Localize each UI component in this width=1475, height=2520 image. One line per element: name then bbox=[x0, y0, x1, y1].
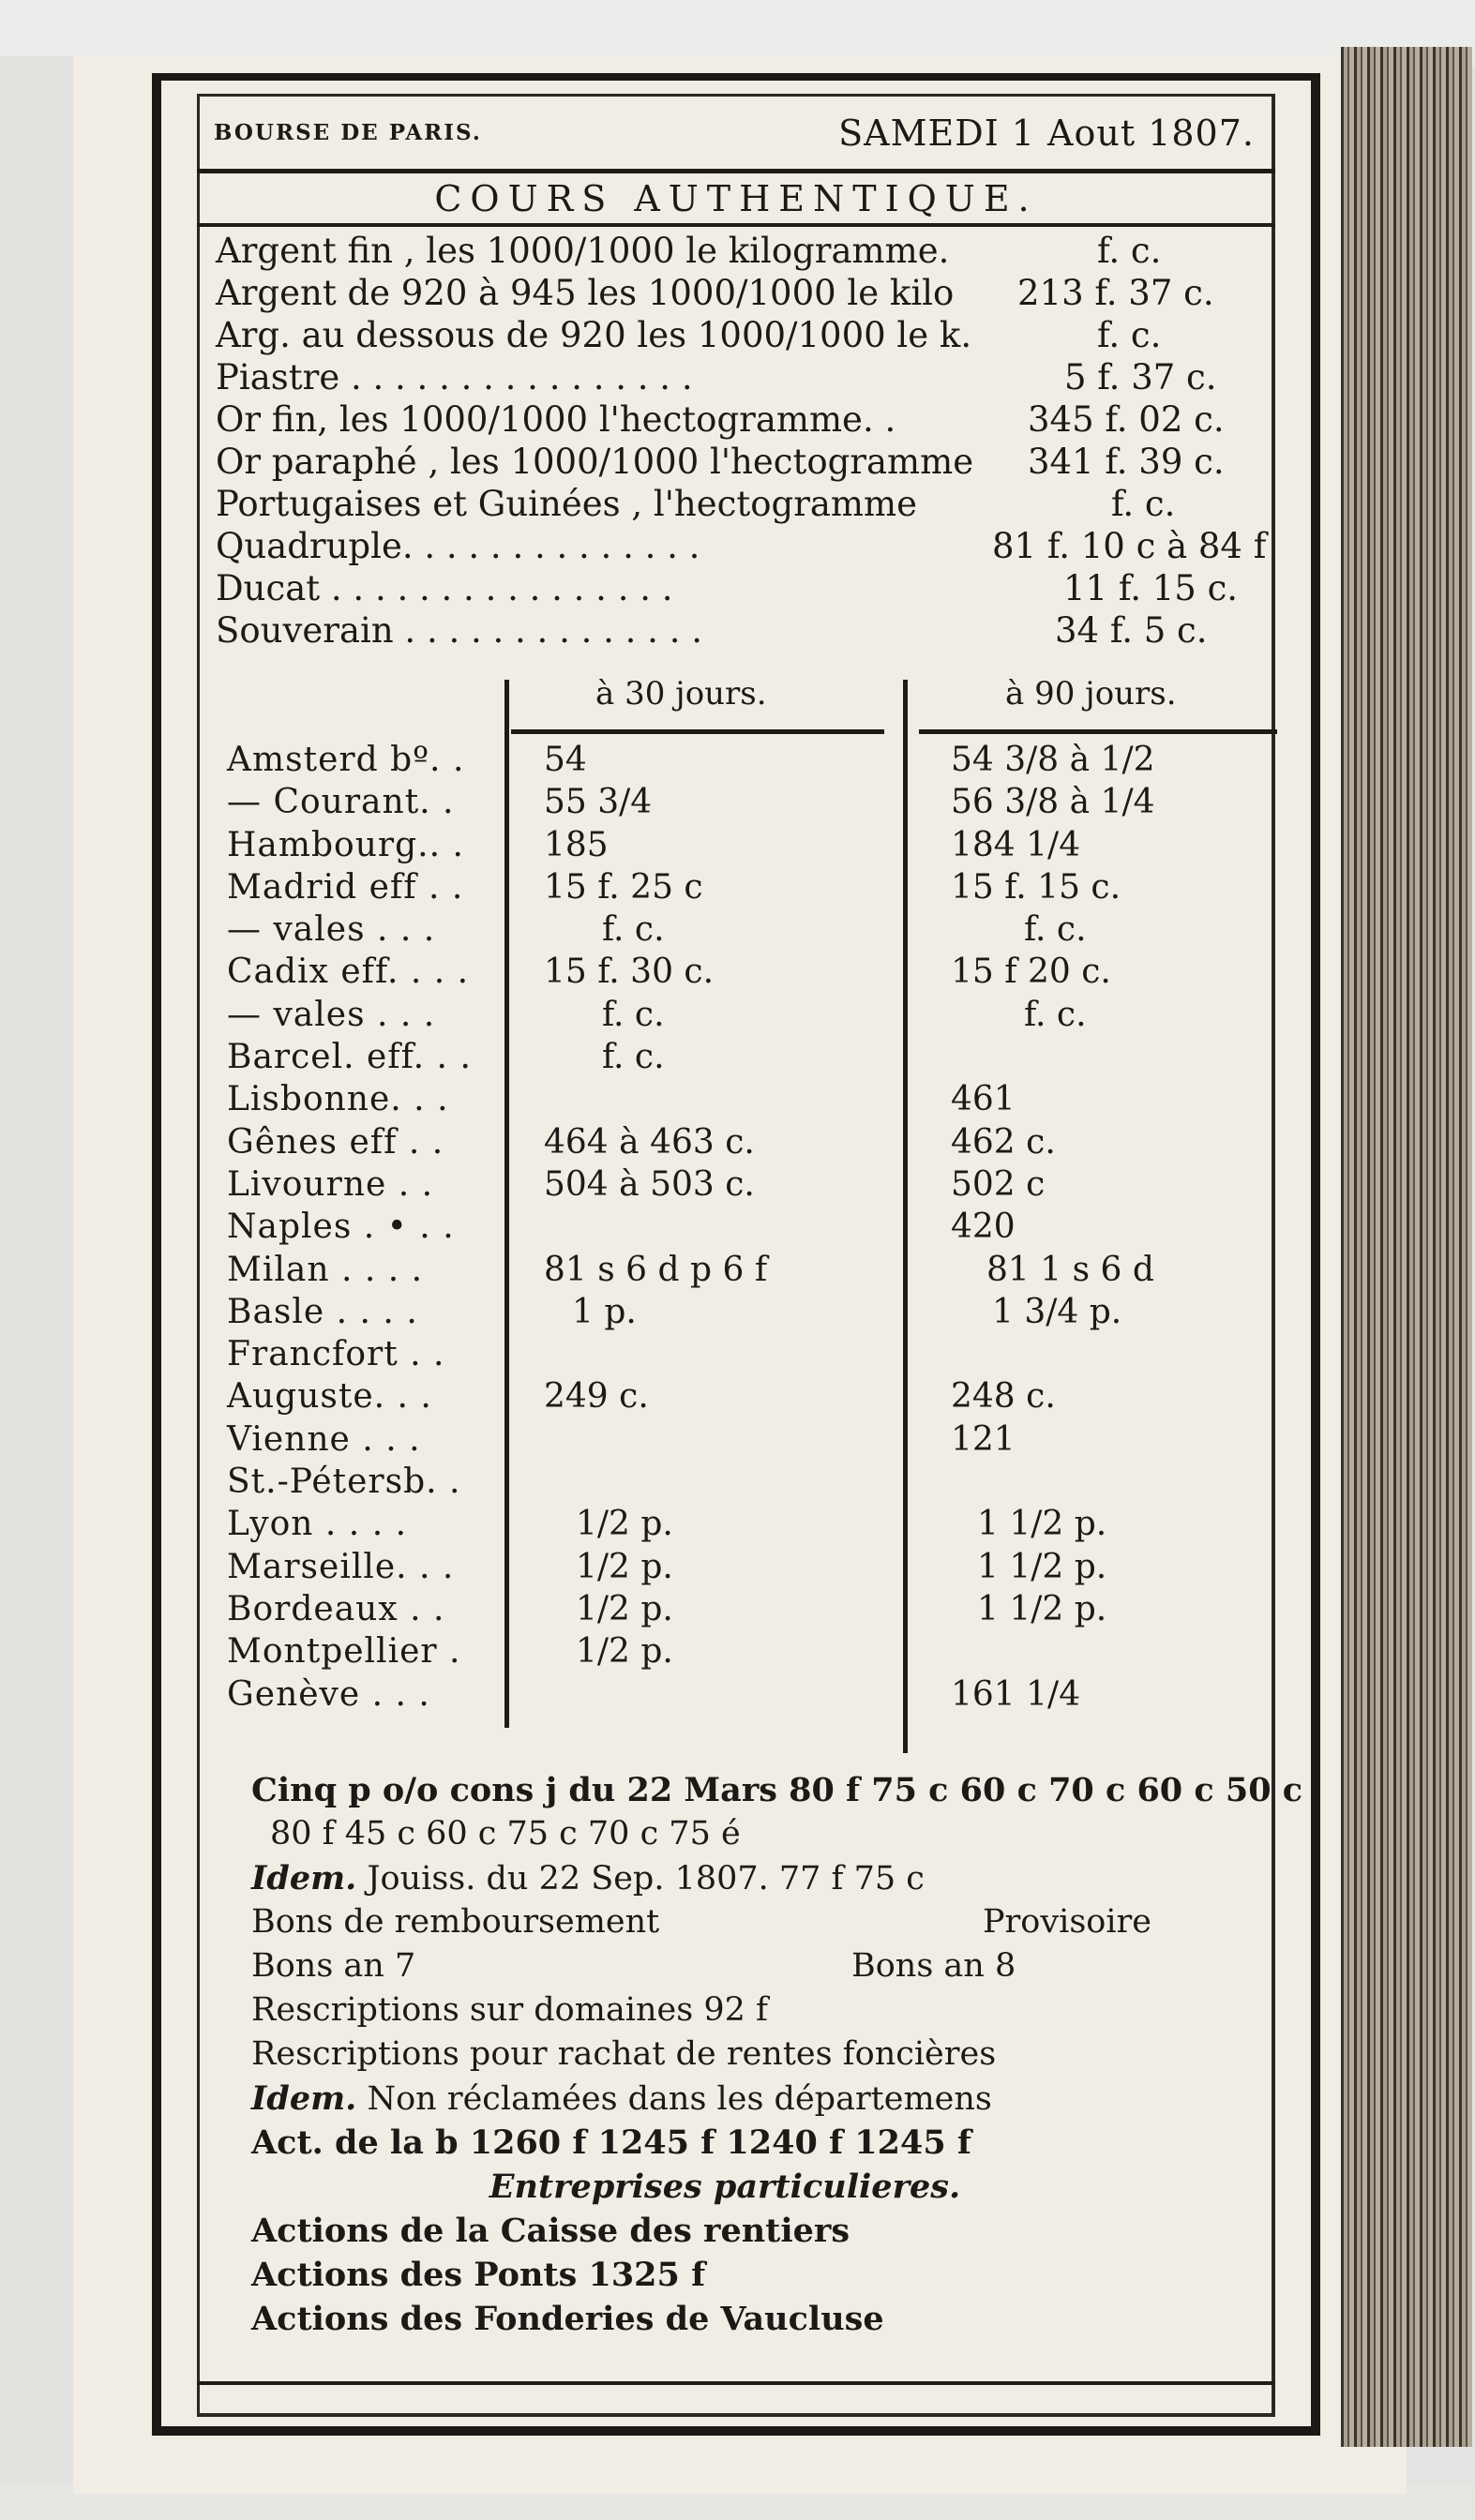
header-rule bbox=[197, 169, 1275, 173]
exchange-name: BOURSE DE PARIS. bbox=[214, 120, 482, 145]
metal-value: 345 f. 02 c. bbox=[1028, 399, 1225, 440]
rate-30: 185 bbox=[544, 825, 609, 864]
city-name: Madrid eff . . bbox=[227, 867, 464, 907]
metal-label: Argent de 920 à 945 les 1000/1000 le kilo bbox=[216, 273, 955, 313]
city-name: St.-Pétersb. . bbox=[227, 1462, 461, 1502]
banner-rule bbox=[197, 223, 1275, 227]
city-name: Barcel. eff. . . bbox=[227, 1038, 472, 1077]
metal-value: 81 f. 10 c à 84 f bbox=[992, 526, 1267, 566]
metal-value: 341 f. 39 c. bbox=[1028, 442, 1225, 482]
city-name: — vales . . . bbox=[227, 995, 436, 1034]
metal-label: Or paraphé , les 1000/1000 l'hectogramme bbox=[216, 442, 974, 482]
rate-30: 249 c. bbox=[544, 1377, 649, 1417]
metal-label: Ducat . . . . . . . . . . . . . . . . bbox=[216, 568, 673, 608]
rescriptions-domaines: Rescriptions sur domaines 92 f bbox=[251, 1991, 768, 2029]
city-name: Amsterd bº. . bbox=[227, 741, 465, 779]
metal-price-list bbox=[216, 230, 1294, 652]
idem-non-reclamees bbox=[251, 2077, 1273, 2121]
metal-label: Arg. au dessous de 920 les 1000/1000 le k. bbox=[216, 315, 972, 355]
rate-90: 56 3/8 à 1/4 bbox=[951, 783, 1155, 822]
metal-row bbox=[216, 230, 1294, 272]
city-name: Naples . • . . bbox=[227, 1208, 455, 1247]
rate-90: 1 1/2 p. bbox=[977, 1589, 1107, 1628]
rate-90: 54 3/8 à 1/2 bbox=[951, 741, 1155, 779]
provisoire: Provisoire bbox=[983, 1903, 1151, 1941]
cinq-pour-cent-line-2: 80 f 45 c 60 c 75 c 70 c 75 é bbox=[270, 1815, 741, 1852]
city-name: Montpellier . bbox=[227, 1632, 461, 1672]
rule-30-days bbox=[511, 729, 884, 734]
book-page-edges bbox=[1341, 47, 1472, 2447]
actions-banque: Act. de la b 1260 f 1245 f 1240 f 1245 f bbox=[251, 2123, 971, 2162]
column-divider-right bbox=[903, 680, 908, 1753]
rate-30: 1/2 p. bbox=[576, 1589, 673, 1628]
city-name: Auguste. . . bbox=[227, 1377, 432, 1417]
bons-remboursement: Bons de remboursement bbox=[251, 1903, 660, 1941]
metal-row bbox=[216, 567, 1294, 609]
metal-value: 213 f. 37 c. bbox=[1017, 273, 1214, 313]
rescriptions-rachat: Rescriptions pour rachat de rentes foncières bbox=[251, 2035, 997, 2073]
bulletin-date: SAMEDI 1 Aout 1807. bbox=[838, 112, 1255, 154]
rate-30: 54 bbox=[544, 741, 587, 779]
rate-30: 1/2 p. bbox=[576, 1547, 673, 1586]
rate-30: f. c. bbox=[602, 1038, 665, 1077]
metal-label: Argent fin , les 1000/1000 le kilogramme. bbox=[216, 231, 950, 271]
city-name: — vales . . . bbox=[227, 910, 436, 950]
rate-30: 464 à 463 c. bbox=[544, 1122, 755, 1162]
actions-ponts: Actions des Ponts 1325 f bbox=[251, 2256, 706, 2294]
rate-90: 420 bbox=[951, 1208, 1016, 1247]
metal-label: Piastre . . . . . . . . . . . . . . . . bbox=[216, 357, 693, 398]
city-name: Cadix eff. . . . bbox=[227, 952, 470, 992]
rate-30: 1 p. bbox=[572, 1292, 637, 1331]
rate-30: 15 f. 30 c. bbox=[544, 952, 715, 992]
rate-90: 15 f. 15 c. bbox=[951, 867, 1121, 907]
metal-label: Or fin, les 1000/1000 l'hectogramme. . bbox=[216, 399, 896, 440]
city-name: Gênes eff . . bbox=[227, 1122, 444, 1162]
metal-row bbox=[216, 314, 1294, 356]
city-name: Bordeaux . . bbox=[227, 1589, 445, 1628]
rate-30: 1/2 p. bbox=[576, 1632, 673, 1672]
rate-30: 504 à 503 c. bbox=[544, 1164, 755, 1204]
footer-rule bbox=[197, 2381, 1275, 2385]
metal-value: f. c. bbox=[1097, 315, 1162, 355]
metal-value: 5 f. 37 c. bbox=[1064, 357, 1217, 398]
city-name: — Courant. . bbox=[227, 783, 455, 822]
public-funds-section bbox=[251, 1768, 1303, 2341]
rate-90: 462 c. bbox=[951, 1122, 1056, 1162]
metal-row bbox=[216, 356, 1294, 398]
rate-90: 1 1/2 p. bbox=[977, 1547, 1107, 1586]
metal-row bbox=[216, 525, 1294, 567]
metal-row bbox=[216, 609, 1294, 652]
actions-caisse: Actions de la Caisse des rentiers bbox=[251, 2212, 850, 2250]
city-name: Livourne . . bbox=[227, 1164, 434, 1204]
metal-label: Souverain . . . . . . . . . . . . . . bbox=[216, 610, 702, 651]
rate-30: 1/2 p. bbox=[576, 1505, 673, 1544]
metal-row bbox=[216, 398, 1294, 441]
rate-90: f. c. bbox=[1024, 995, 1087, 1034]
city-name: Lyon . . . . bbox=[227, 1505, 408, 1544]
city-name: Vienne . . . bbox=[227, 1419, 421, 1459]
metal-row bbox=[216, 483, 1294, 525]
bons-an-row bbox=[251, 1944, 1273, 1988]
bons-an-8: Bons an 8 bbox=[851, 1947, 1016, 1985]
rate-90: 502 c bbox=[951, 1164, 1046, 1204]
metal-value: f. c. bbox=[1111, 484, 1176, 524]
entreprises-title: Entreprises particulieres. bbox=[489, 2168, 961, 2206]
rate-90: 184 1/4 bbox=[951, 825, 1081, 864]
city-name: Genève . . . bbox=[227, 1674, 430, 1714]
metal-value: 34 f. 5 c. bbox=[1055, 610, 1208, 651]
rate-30: 55 3/4 bbox=[544, 783, 653, 822]
rate-90: 15 f 20 c. bbox=[951, 952, 1111, 992]
rate-90: 1 3/4 p. bbox=[992, 1292, 1122, 1331]
metal-value: 11 f. 15 c. bbox=[1063, 568, 1239, 608]
rate-30: 15 f. 25 c bbox=[544, 867, 703, 907]
header-30-days: à 30 jours. bbox=[595, 675, 767, 712]
bons-remboursement-row bbox=[251, 1900, 1273, 1944]
banner-title: COURS AUTHENTIQUE. bbox=[434, 178, 1038, 219]
idem-jouissance bbox=[251, 1856, 1273, 1900]
actions-fonderies: Actions des Fonderies de Vaucluse bbox=[251, 2300, 884, 2338]
metal-label: Quadruple. . . . . . . . . . . . . . bbox=[216, 526, 700, 566]
metal-label: Portugaises et Guinées , l'hectogramme bbox=[216, 484, 918, 524]
idem-value: Jouiss. du 22 Sep. 1807. 77 f 75 c bbox=[367, 1860, 925, 1898]
city-name: Milan . . . . bbox=[227, 1250, 424, 1289]
rule-90-days bbox=[919, 729, 1277, 734]
rate-90: 248 c. bbox=[951, 1377, 1056, 1417]
rate-90: 161 1/4 bbox=[951, 1674, 1081, 1714]
background-left bbox=[0, 56, 73, 2520]
metal-value: f. c. bbox=[1097, 231, 1162, 271]
metal-row bbox=[216, 441, 1294, 483]
idem-value: Non réclamées dans les départemens bbox=[367, 2080, 992, 2118]
city-name: Marseille. . . bbox=[227, 1547, 455, 1586]
metal-row bbox=[216, 272, 1294, 314]
city-name: Lisbonne. . . bbox=[227, 1080, 449, 1119]
rate-30: f. c. bbox=[602, 910, 665, 950]
rate-30: f. c. bbox=[602, 995, 665, 1034]
rate-90: 121 bbox=[951, 1419, 1016, 1459]
bons-an-7: Bons an 7 bbox=[251, 1947, 416, 1985]
rate-30: 81 s 6 d p 6 f bbox=[544, 1250, 768, 1289]
rate-90: 461 bbox=[951, 1080, 1016, 1119]
cinq-pour-cent-line-1: Cinq p o/o cons j du 22 Mars 80 f 75 c 60 c 70 c 60 c 50 c bbox=[251, 1771, 1303, 1809]
city-name: Francfort . . bbox=[227, 1335, 445, 1374]
rate-90: 1 1/2 p. bbox=[977, 1505, 1107, 1544]
rate-90: f. c. bbox=[1024, 910, 1087, 950]
city-name: Hambourg.. . bbox=[227, 825, 464, 864]
column-divider-left bbox=[504, 680, 509, 1728]
idem-label: Idem. bbox=[251, 1859, 357, 1898]
rate-90: 81 1 s 6 d bbox=[986, 1250, 1154, 1289]
city-name: Basle . . . . bbox=[227, 1292, 418, 1331]
header-90-days: à 90 jours. bbox=[1005, 675, 1177, 712]
idem-label: Idem. bbox=[251, 2079, 357, 2118]
